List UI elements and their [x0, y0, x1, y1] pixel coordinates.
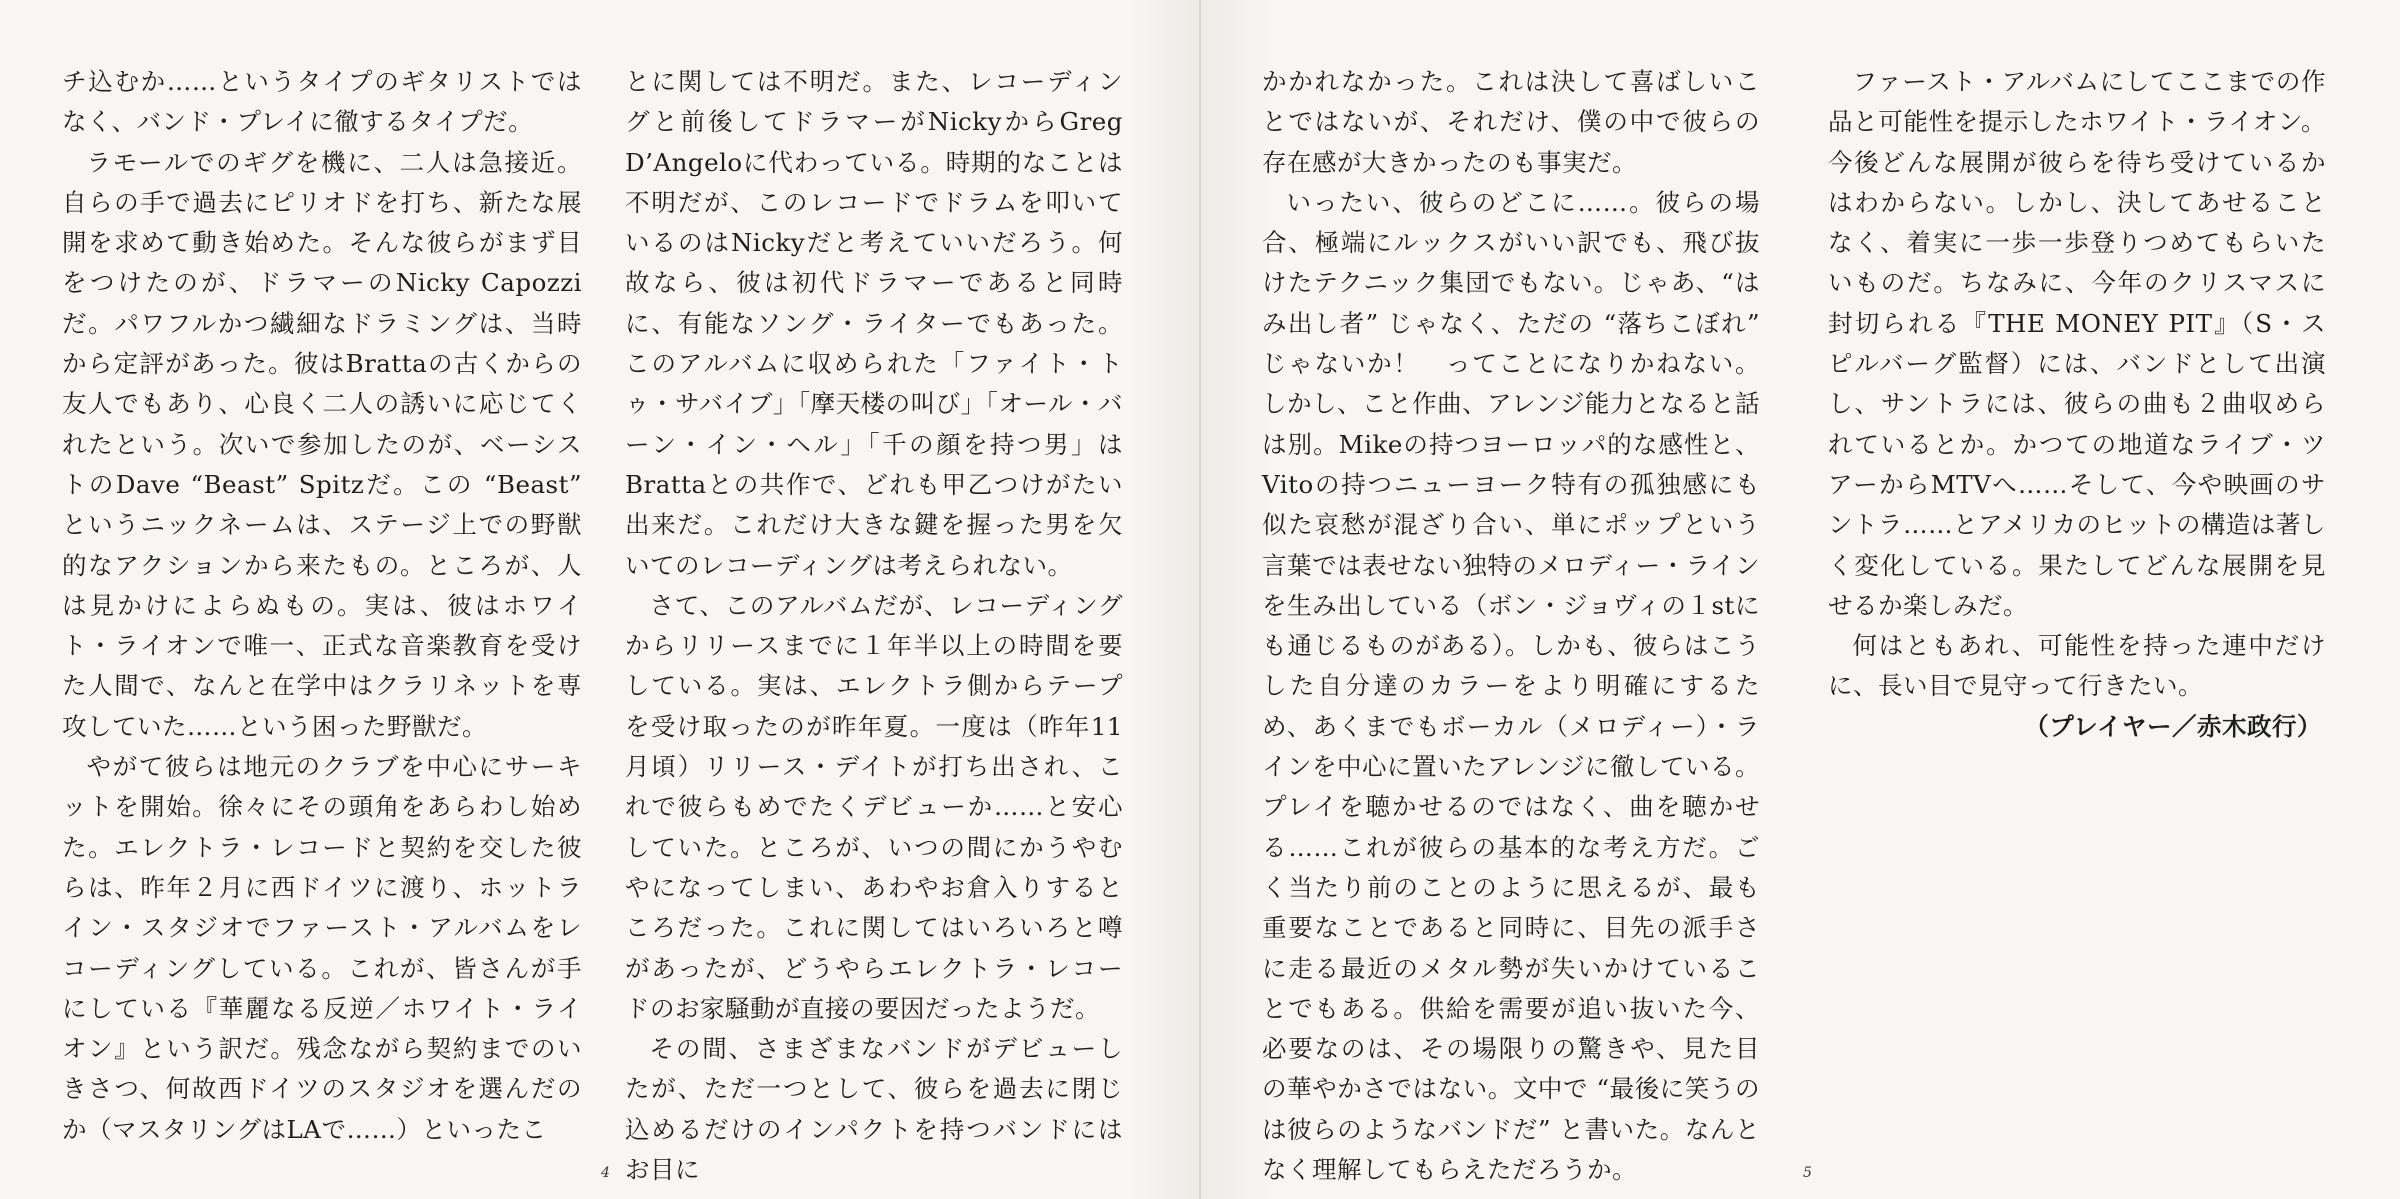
paragraph: 何はともあれ、可能性を持った連中だけに、長い目で見守って行きたい。	[1828, 631, 2326, 701]
page-number: 4	[601, 1165, 610, 1181]
paragraph: チ込むか……というタイプのギタリストではなく、バンド・プレイに徹するタイプだ。	[62, 67, 582, 137]
paragraph: ラモールでのギグを機に、二人は急接近。自らの手で過去にピリオドを打ち、新たな展開を求めて動き始めた。そんな彼らがまず目をつけたのが、ドラマーのNicky Capozziだ。パワフルかつ繊細なドラミングは、当時から定評があった。彼はBrattaの古くからの友人でもあり、心良く二人の誘いに応じてくれたという。次いで参加したのが、ベーシストのDave “Beast” Spitzだ。この “Beast” というニックネームは、ステージ上での野獣的なアクションから来たもの。ところが、人は見かけによらぬもの。実は、彼はホワイト・ライオンで唯一、正式な音楽教育を受けた人間で、なんと在学中はクラリネットを専攻していた……という困った野獣だ。	[62, 147, 582, 741]
text-column-4	[1828, 62, 2326, 747]
center-fold	[1199, 0, 1201, 1199]
paragraph: いったい、彼らのどこに……。彼らの場合、極端にルックスがいい訳でも、飛び抜けたテクニック集団でもない。じゃあ、“はみ出し者” じゃなく、ただの “落ちこぼれ” じゃないか！ ってことになりかねない。しかし、こと作曲、アレンジ能力となると話は別。Mikeの持つヨーロッパ的な感性と、Vitoの持つニューヨーク特有の孤独感にも似た哀愁が混ざり合い、単にポップという言葉では表せない独特のメロディー・ラインを生み出している（ボン・ジョヴィの１stにも通じるものがある）。しかも、彼らはこうした自分達のカラーをより明確にするため、あくまでもボーカル（メロディー）・ラインを中心に置いたアレンジに徹している。プレイを聴かせるのではなく、曲を聴かせる……これが彼らの基本的な考え方だ。ごく当たり前のことのように思えるが、最も重要なことであると同時に、目先の派手さに走る最近のメタル勢が失いかけていることでもある。供給を需要が追い抜いた今、必要なのは、その場限りの驚きや、見た目の華やかさではない。文中で “最後に笑うのは彼らのようなバンドだ” と書いた。なんとなく理解してもらえただろうか。	[1262, 187, 1760, 1185]
paragraph: さて、このアルバムだが、レコーディングからリリースまでに１年半以上の時間を要している。実は、エレクトラ側からテープを受け取ったのが昨年夏。一度は（昨年11月頃）リリース・デイトが打ち出され、これで彼らもめでたくデビューか……と安心していた。ところが、いつの間にかうやむやになってしまい、あわやお倉入りするところだった。これに関してはいろいろと噂があったが、どうやらエレクトラ・レコードのお家騒動が直接の要因だったようだ。	[625, 590, 1123, 1023]
paragraph: とに関しては不明だ。また、レコーディングと前後してドラマーがNickyからGreg D’Angeloに代わっている。時期的なことは不明だが、このレコードでドラムを叩いているのはNickyだと考えていいだろう。何故なら、彼は初代ドラマーであると同時に、有能なソング・ライターでもあった。このアルバムに収められた「ファイト・トゥ・サバイブ」「摩天楼の叫び」「オール・バーン・イン・ヘル」「千の顔を持つ男」はBrattaとの共作で、どれも甲乙つけがたい出来だ。これだけ大きな鍵を握った男を欠いてのレコーディングは考えられない。	[625, 67, 1123, 580]
author-credit: （プレイヤー／赤木政行）	[2024, 711, 2322, 741]
text-column-1	[62, 62, 582, 1150]
right-page	[1200, 0, 2400, 1199]
page-number: 5	[1803, 1165, 1812, 1181]
paragraph: かかれなかった。これは決して喜ばしいことではないが、それだけ、僕の中で彼らの存在感が大きかったのも事実だ。	[1262, 67, 1760, 177]
paragraph: ファースト・アルバムにしてここまでの作品と可能性を提示したホワイト・ライオン。今後どんな展開が彼らを待ち受けているかはわからない。しかし、決してあせることなく、着実に一歩一歩登りつめてもらいたいものだ。ちなみに、今年のクリスマスに封切られる『THE MONEY PIT』（S・スピルバーグ監督）には、バンドとして出演し、サントラには、彼らの曲も２曲収められているとか。かつての地道なライブ・ツアーからMTVへ……そして、今や映画のサントラ……とアメリカのヒットの構造は著しく変化している。果たしてどんな展開を見せるか楽しみだ。	[1828, 67, 2326, 620]
paragraph: やがて彼らは地元のクラブを中心にサーキットを開始。徐々にその頭角をあらわし始めた。エレクトラ・レコードと契約を交した彼らは、昨年２月に西ドイツに渡り、ホットライン・スタジオでファースト・アルバムをレコーディングしている。これが、皆さんが手にしている『華麗なる反逆／ホワイト・ライオン』という訳だ。残念ながら契約までのいきさつ、何故西ドイツのスタジオを選んだのか（マスタリングはLAで……）といったこ	[62, 752, 582, 1144]
text-column-3	[1262, 62, 1760, 1190]
text-column-2	[625, 62, 1123, 1190]
paragraph: その間、さまざまなバンドがデビューしたが、ただ一つとして、彼らを過去に閉じ込めるだけのインパクトを持つバンドにはお目に	[625, 1034, 1123, 1185]
